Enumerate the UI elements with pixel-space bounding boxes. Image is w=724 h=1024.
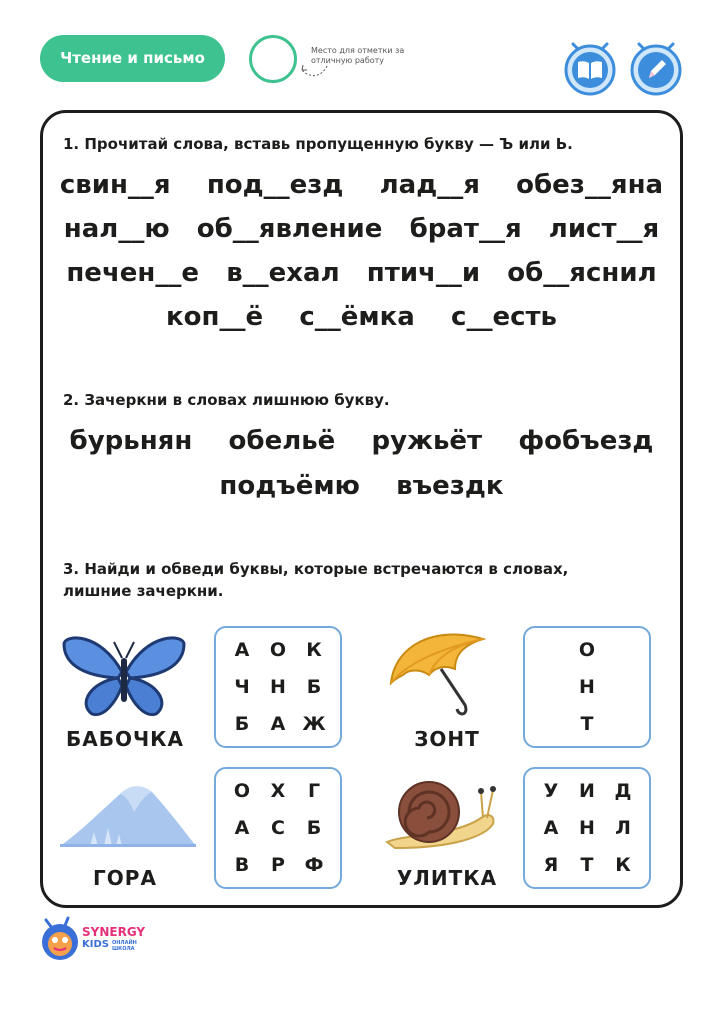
word-item: свин__я <box>59 170 171 200</box>
grade-mark-note: Место для отметки за отличную работу <box>311 46 405 65</box>
grid-letter[interactable]: О <box>269 639 287 661</box>
task1-row-1 <box>45 170 678 200</box>
grid-letter[interactable]: А <box>270 713 286 735</box>
task2-row-2 <box>45 471 678 501</box>
logo-text-school <box>112 940 137 952</box>
grid-letter[interactable]: Ф <box>304 854 324 876</box>
grid-letter[interactable]: С <box>271 817 285 839</box>
word-item: печен__е <box>66 258 200 288</box>
word-item: лист__я <box>548 214 660 244</box>
task3-title-line2: лишние зачеркни. <box>63 582 224 600</box>
word-item: коп__ё <box>165 302 264 332</box>
grid-letter[interactable]: А <box>234 639 250 661</box>
grade-mark-circle[interactable] <box>249 35 297 83</box>
letter-grid <box>214 626 342 748</box>
word-label: БАБОЧКА <box>66 727 184 751</box>
grid-letter[interactable]: К <box>615 854 631 876</box>
grid-letter[interactable]: Б <box>306 676 322 698</box>
grid-letter[interactable]: Ж <box>302 713 326 735</box>
word-item: под__езд <box>206 170 344 200</box>
word-item: в__ехал <box>226 258 340 288</box>
word-item: нал__ю <box>63 214 170 244</box>
word-label: УЛИТКА <box>396 866 498 890</box>
pencil-icon <box>629 38 683 96</box>
word-label: ЗОНТ <box>414 727 480 751</box>
word-item: фобъезд <box>518 426 654 456</box>
word-item: бурьнян <box>69 426 193 456</box>
logo-text-shkola: ШКОЛА <box>112 946 135 952</box>
butterfly-icon <box>60 632 188 718</box>
grid-letter[interactable]: К <box>306 639 322 661</box>
word-item: с__ёмка <box>299 302 415 332</box>
word-item: ружьёт <box>371 426 483 456</box>
letter-grid <box>523 626 651 748</box>
umbrella-icon <box>385 625 495 717</box>
grid-letter[interactable]: Д <box>614 780 632 802</box>
grid-letter[interactable]: Б <box>306 817 322 839</box>
grid-letter[interactable]: Л <box>615 817 631 839</box>
task1-row-4 <box>45 302 678 332</box>
task2-title: 2. Зачеркни в словах лишнюю букву. <box>63 391 390 409</box>
grid-letter[interactable]: Т <box>580 713 594 735</box>
word-item: об__явление <box>196 214 383 244</box>
letter-grid <box>523 767 651 889</box>
logo-text-synergy: SYNERGY <box>82 925 146 939</box>
word-item: подъёмю <box>219 471 360 501</box>
grid-letter[interactable]: Н <box>579 817 595 839</box>
word-label: ГОРА <box>93 866 157 890</box>
grid-letter[interactable]: И <box>579 780 595 802</box>
grid-letter[interactable]: Х <box>270 780 286 802</box>
logo-text-kids: KIDS <box>82 939 109 950</box>
grid-letter[interactable]: Т <box>580 854 594 876</box>
word-item: птич__и <box>366 258 481 288</box>
snail-icon <box>385 778 500 850</box>
grid-letter[interactable]: А <box>234 817 250 839</box>
task3-title-line1: 3. Найди и обведи буквы, которые встречаются в словах, <box>63 560 569 578</box>
book-icon <box>563 38 617 96</box>
grid-letter[interactable]: А <box>543 817 559 839</box>
word-item: обельё <box>228 426 336 456</box>
task2-row-1 <box>45 426 678 456</box>
subject-label: Чтение и письмо <box>40 35 225 82</box>
word-item: с__есть <box>451 302 557 332</box>
grid-letter[interactable]: Г <box>307 780 321 802</box>
task1-row-2 <box>45 214 678 244</box>
grid-letter[interactable]: Ч <box>234 676 250 698</box>
task1-row-3 <box>45 258 678 288</box>
grid-letter[interactable]: Б <box>234 713 250 735</box>
grid-letter[interactable]: О <box>233 780 251 802</box>
task1-title: 1. Прочитай слова, вставь пропущенную букву — Ъ или Ь. <box>63 135 573 153</box>
word-item: брат__я <box>409 214 522 244</box>
word-item: въездк <box>396 471 504 501</box>
grid-letter[interactable]: Н <box>579 676 595 698</box>
grid-letter[interactable]: Н <box>270 676 286 698</box>
mountain-icon <box>60 782 198 848</box>
logo-text-online: ОНЛАЙН <box>112 940 137 946</box>
word-item: обез__яна <box>516 170 664 200</box>
word-item: лад__я <box>379 170 480 200</box>
letter-grid <box>214 767 342 889</box>
grid-letter[interactable]: У <box>543 780 559 802</box>
dragon-mascot-icon <box>38 914 82 962</box>
grid-letter[interactable]: О <box>578 639 596 661</box>
grid-letter[interactable]: Р <box>271 854 285 876</box>
word-item: об__яснил <box>507 258 657 288</box>
grid-letter[interactable]: В <box>234 854 250 876</box>
grid-letter[interactable]: Я <box>543 854 559 876</box>
